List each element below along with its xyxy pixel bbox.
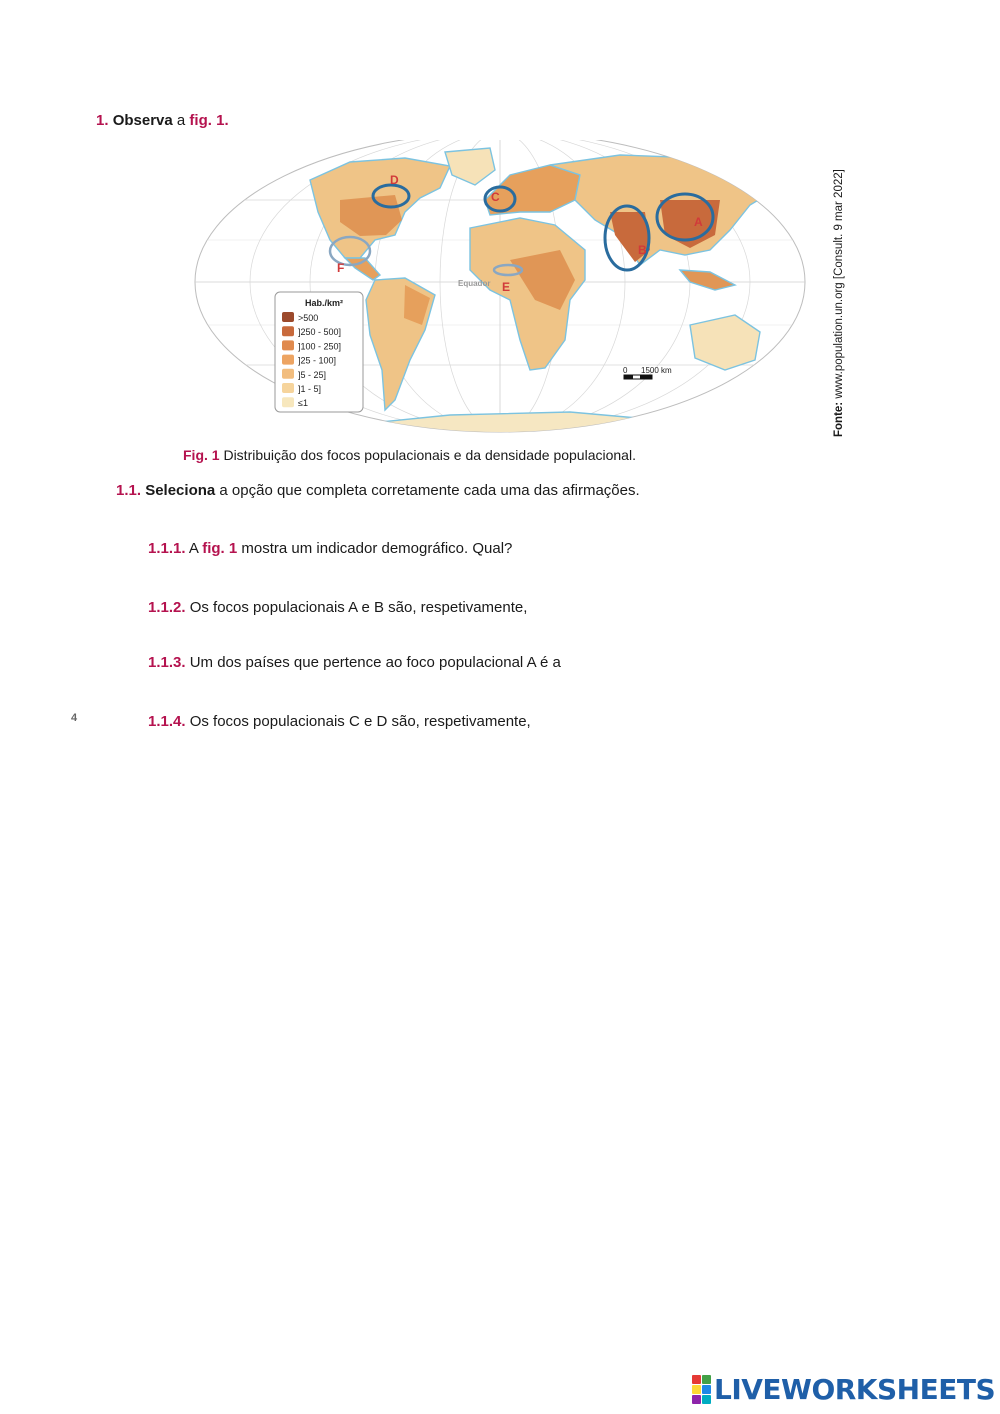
legend-swatch [282, 397, 294, 407]
map-svg [190, 140, 820, 440]
logo-tile [692, 1375, 701, 1384]
legend-swatch [282, 340, 294, 350]
logo-tile [692, 1385, 701, 1394]
svg-text:1500 km: 1500 km [641, 366, 672, 375]
focus-label-e: E [502, 280, 511, 294]
world-population-map [190, 140, 820, 440]
figure-reference: fig. 1 [189, 112, 225, 129]
legend-swatch [282, 383, 294, 393]
caption-text: Distribuição dos focos populacionais e da densidade populacional. [223, 447, 636, 463]
legend-swatch [282, 312, 294, 322]
legend-label: ]1 - 5] [298, 384, 322, 394]
question-verb: Seleciona [145, 482, 216, 499]
svg-text:0: 0 [623, 366, 628, 375]
figure-caption [183, 447, 636, 463]
legend-swatch [282, 369, 294, 379]
legend-label: ]100 - 250] [298, 341, 342, 352]
legend-label: ]250 - 500] [298, 327, 342, 338]
page-number: 4 [71, 712, 78, 724]
question-verb: Observa [112, 112, 173, 129]
question-number: 1. [96, 112, 109, 129]
legend-title: Hab./km² [305, 298, 344, 308]
focus-label-d: D [390, 173, 399, 187]
logo-tile [702, 1375, 711, 1384]
legend-swatch [282, 355, 294, 365]
subquestion-1-1-3: 1.1.3. Um dos países que pertence ao foco populacional A é a [148, 654, 561, 671]
source-text: www.population.un.org [Consult. 9 mar 2022] [833, 169, 845, 399]
logo-tile [702, 1395, 711, 1404]
legend-label: >500 [298, 313, 319, 323]
figure-reference: fig. 1 [202, 540, 238, 557]
focus-label-b: B [638, 243, 647, 257]
logo-icon [692, 1375, 711, 1404]
legend-label: ]25 - 100] [298, 355, 337, 366]
liveworksheets-logo[interactable] [692, 1373, 995, 1406]
density-legend [275, 292, 363, 412]
equator-label: Equador [458, 279, 491, 288]
question-1: 1. Observa a fig. 1. [96, 112, 229, 129]
focus-label-c: C [491, 190, 500, 204]
source-label: Fonte: [833, 401, 845, 437]
legend-swatch [282, 326, 294, 336]
logo-tile [702, 1385, 711, 1394]
map-source [833, 169, 845, 437]
question-text: a [176, 112, 186, 129]
subquestion-1-1-1: 1.1.1. A fig. 1 mostra um indicador demográfico. Qual? [148, 540, 513, 557]
logo-tile [692, 1395, 701, 1404]
question-text: a opção que completa corretamente cada uma das afirmações. [219, 482, 640, 499]
caption-label: Fig. 1 [183, 447, 220, 463]
legend-label: ≤1 [298, 398, 308, 409]
legend-label: ]5 - 25] [298, 369, 327, 380]
subquestion-1-1-2: 1.1.2. Os focos populacionais A e B são, respetivamente, [148, 599, 528, 616]
focus-label-f: F [337, 261, 345, 275]
focus-label-a: A [694, 215, 703, 229]
subquestion-1-1-4: 1.1.4. Os focos populacionais C e D são, respetivamente, [148, 713, 531, 730]
question-number: 1.1. [116, 482, 142, 499]
brand-name: LIVEWORKSHEETS [714, 1373, 996, 1406]
question-1-1 [116, 482, 640, 499]
